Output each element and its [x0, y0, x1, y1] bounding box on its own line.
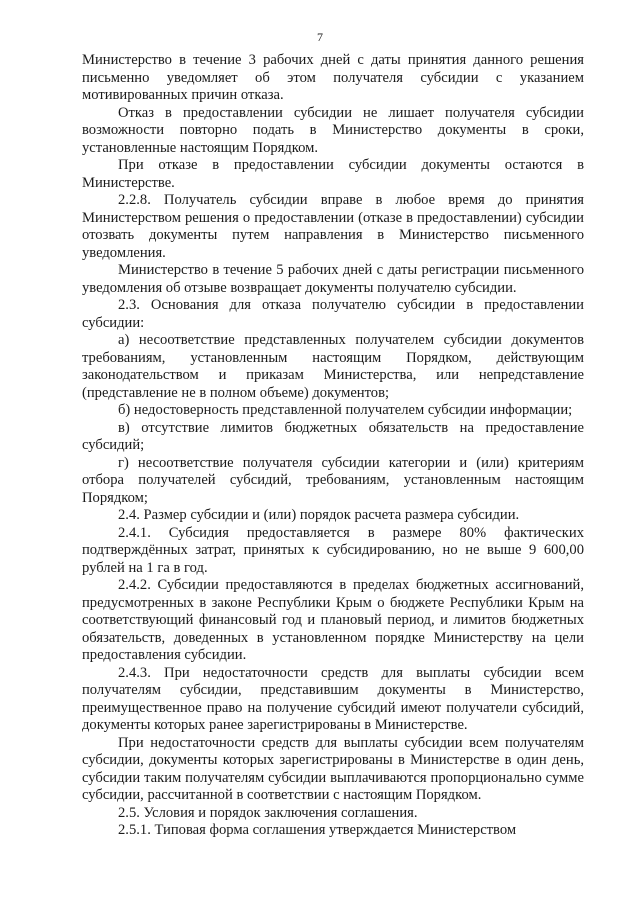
paragraph: б) недостоверность представленной получателем субсидии информации;	[118, 402, 573, 418]
paragraph: 2.3. Основания для отказа получателю субсидии в предоставлении субсидии:	[82, 297, 584, 331]
paragraph: г) несоответствие получателя субсидии категории и (или) критериям отбора получателей субсидий, требованиям, установленным настоящим Порядком;	[82, 454, 584, 506]
paragraph: 2.5. Условия и порядок заключения соглашения.	[118, 804, 418, 821]
paragraph: в) отсутствие лимитов бюджетных обязательств на предоставление субсидий;	[82, 419, 584, 453]
page-number: 7	[317, 30, 323, 44]
paragraph: 2.5.1. Типовая форма соглашения утверждается Министерством	[118, 822, 517, 838]
paragraph: 2.4. Размер субсидии и (или) порядок расчета размера субсидии.	[118, 507, 520, 523]
paragraph: При отказе в предоставлении субсидии документы остаются в Министерстве.	[82, 157, 584, 191]
paragraph: 2.2.8. Получатель субсидии вправе в любое время до принятия Министерством решения о предоставлении (отказе в предоставлении) субсидии отозвать документы путем направления в Министерство письменного уведомления.	[82, 192, 584, 261]
document-body	[82, 52, 584, 840]
paragraph: При недостаточности средств для выплаты субсидии всем получателям субсидии, документы которых зарегистрированы в Министерстве в один день, субсидии таким получателям субсидии выплачиваются пропорционально сумме субсидии, рассчитанной в соответствии с настоящим Порядком.	[82, 734, 584, 803]
paragraph: 2.4.2. Субсидии предоставляются в пределах бюджетных ассигнований, предусмотренных в законе Республики Крым о бюджете Республики Крым на соответствующий финансовый год и плановый период, и лимитов бюджетных обязательств, доведенных в установленном порядке Министерству на цели предоставления субсидии.	[82, 577, 584, 663]
paragraph: 2.4.3. При недостаточности средств для выплаты субсидии всем получателям субсидии, представившим документы в Министерство, преимущественное право на получение субсидий имеют получатели субсидий, документы которых ранее зарегистрированы в Министерстве.	[82, 664, 584, 733]
paragraph: Отказ в предоставлении субсидии не лишает получателя субсидии возможности повторно подать в Министерство документы в сроки, установленные настоящим Порядком.	[82, 104, 584, 156]
paragraph: Министерство в течение 3 рабочих дней с даты принятия данного решения письменно уведомляет об этом получателя субсидии с указанием мотивированных причин отказа.	[82, 52, 584, 103]
paragraph: а) несоответствие представленных получателем субсидии документов требованиям, установленным настоящим Порядком, действующим законодательством и приказам Министерства, или непредставление (представление не в полном объеме) документов;	[82, 332, 584, 401]
paragraph: 2.4.1. Субсидия предоставляется в размере 80% фактических подтверждённых затрат, принятых к субсидированию, но не выше 9 600,00 рублей на 1 га в год.	[82, 524, 584, 576]
paragraph: Министерство в течение 5 рабочих дней с даты регистрации письменного уведомления об отзыве возвращает документы получателю субсидии.	[82, 262, 584, 296]
